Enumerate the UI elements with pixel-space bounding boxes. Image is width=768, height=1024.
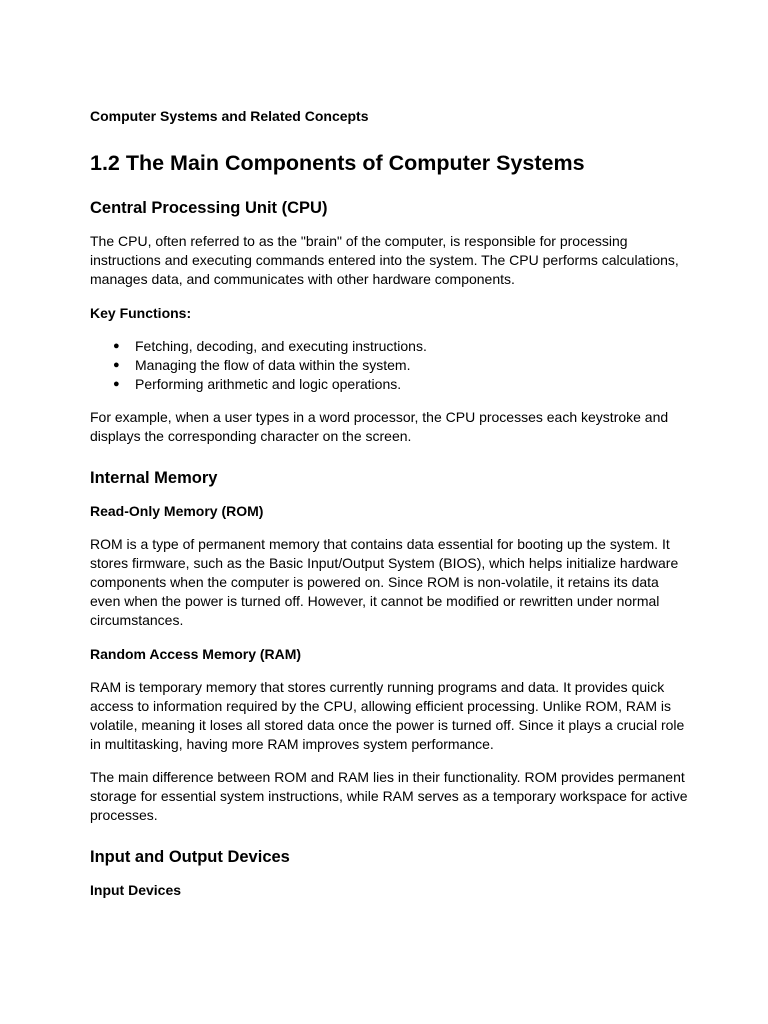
bullet-icon: ● xyxy=(113,339,120,352)
running-header: Computer Systems and Related Concepts xyxy=(90,108,369,124)
cpu-heading: Central Processing Unit (CPU) xyxy=(90,199,328,217)
cpu-example-paragraph: For example, when a user types in a word processor, the CPU processes each keystroke and displays the corresponding character on the screen. xyxy=(90,409,669,444)
bullet-icon: ● xyxy=(113,358,120,371)
bullet-icon: ● xyxy=(113,377,120,390)
ram-paragraph: RAM is temporary memory that stores currently running programs and data. It provides quick access to information required by the CPU, allowing efficient processing. Unlike ROM, RAM is volatile, meaning it loses all stored data once the power is turned off. Since it plays a crucial role in multitasking, having more RAM improves system performance. xyxy=(90,678,685,752)
io-devices-heading: Input and Output Devices xyxy=(90,848,290,866)
rom-heading: Read-Only Memory (ROM) xyxy=(90,503,264,519)
input-devices-heading: Input Devices xyxy=(90,882,182,898)
list-item xyxy=(90,356,690,375)
list-item-text: Performing arithmetic and logic operations. xyxy=(135,375,402,392)
cpu-intro-paragraph: The CPU, often referred to as the "brain" of the computer, is responsible for processing instructions and executing commands entered into the system. The CPU performs calculations, manages data, and communicates with other hardware components. xyxy=(90,233,679,287)
page-content xyxy=(90,148,690,914)
list-item xyxy=(90,375,690,394)
list-item xyxy=(90,337,690,356)
list-item-text: Managing the flow of data within the system. xyxy=(135,356,411,373)
key-functions-label: Key Functions: xyxy=(90,304,192,321)
section-title: 1.2 The Main Components of Computer Systems xyxy=(90,151,585,175)
rom-paragraph: ROM is a type of permanent memory that contains data essential for booting up the system. It stores firmware, such as the Basic Input/Output System (BIOS), which helps initialize hardware components when the computer is powered on. Since ROM is non-volatile, it retains its data even when the power is turned off. However, it cannot be modified or rewritten under normal circumstances. xyxy=(90,536,679,628)
cpu-functions-list xyxy=(90,337,690,394)
ram-heading: Random Access Memory (RAM) xyxy=(90,645,302,662)
rom-ram-comparison-paragraph: The main difference between ROM and RAM lies in their functionality. ROM provides permanent storage for essential system instructions, while RAM serves as a temporary workspace for active processes. xyxy=(90,769,688,823)
internal-memory-heading: Internal Memory xyxy=(90,469,218,487)
list-item-text: Fetching, decoding, and executing instructions. xyxy=(135,337,427,354)
